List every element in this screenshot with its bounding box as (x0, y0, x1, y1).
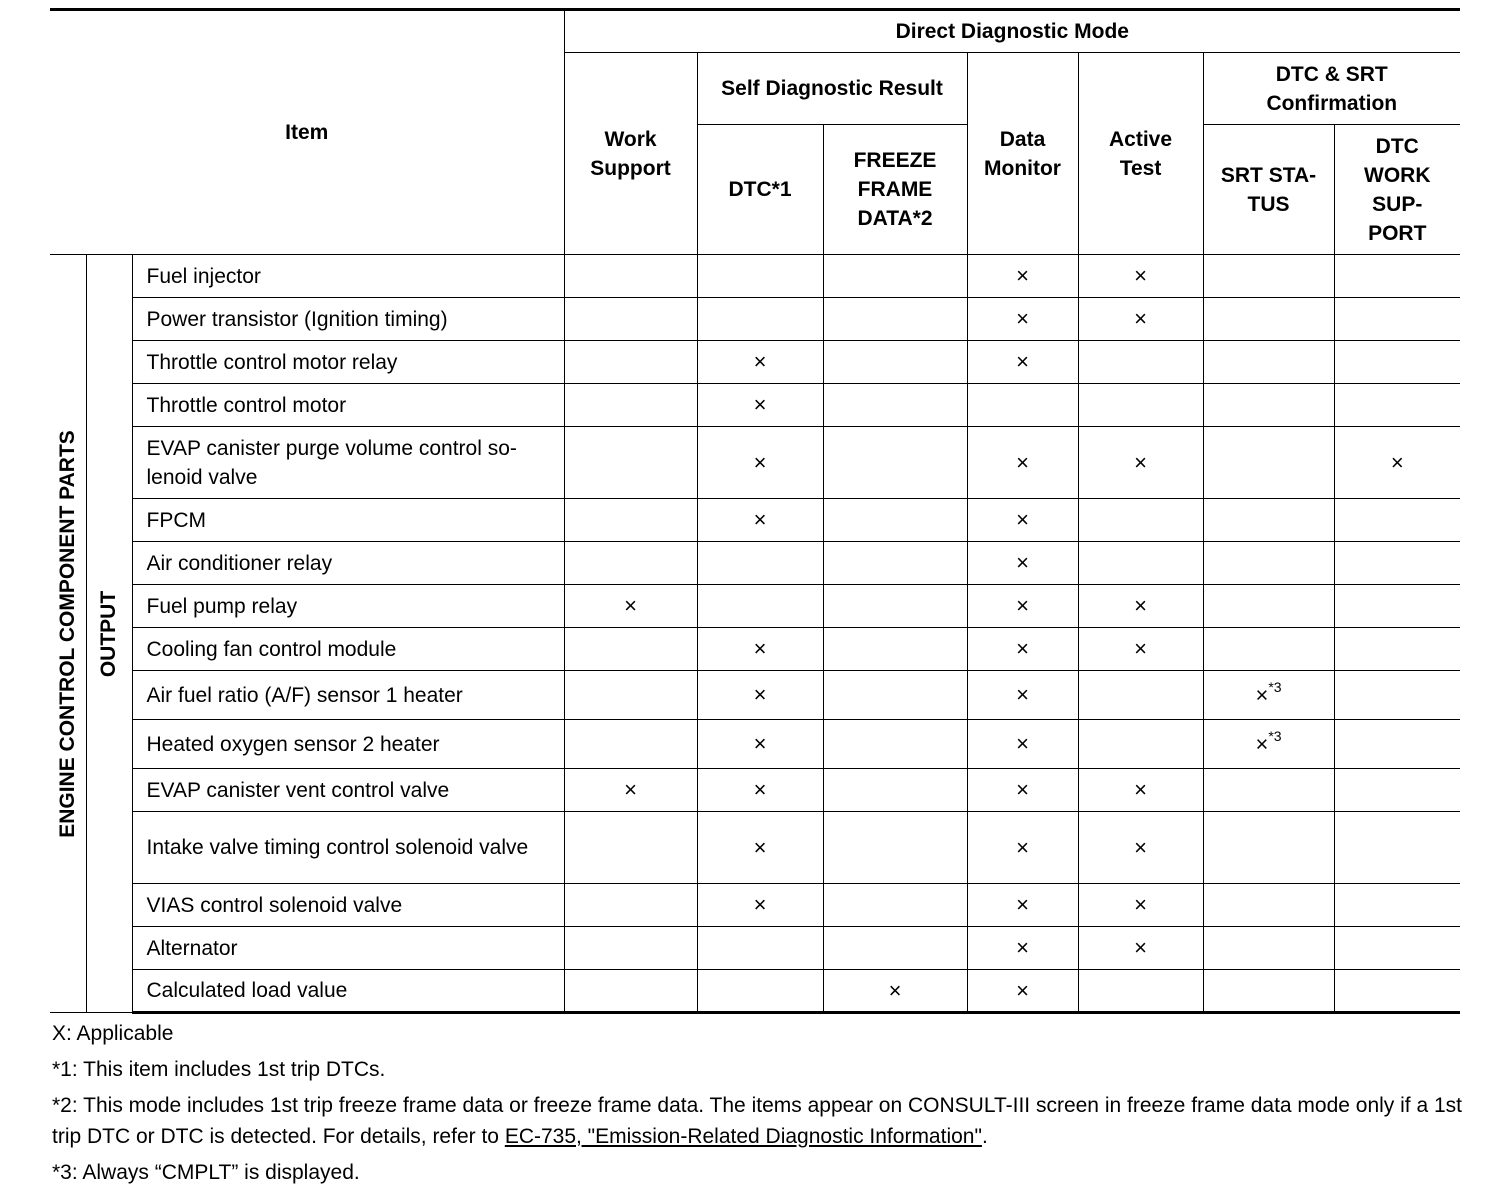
cell-dtc-work-support (1334, 720, 1460, 769)
cell-freeze (823, 384, 967, 427)
cell-dtc: × (697, 628, 823, 671)
cell-data-monitor: × (967, 671, 1078, 720)
cell-active-test: × (1078, 884, 1203, 927)
cell-freeze (823, 927, 967, 970)
cell-dtc (697, 970, 823, 1013)
item-name: VIAS control solenoid valve (132, 884, 564, 927)
cell-dtc: × (697, 884, 823, 927)
cell-active-test: × (1078, 427, 1203, 499)
cell-active-test: × (1078, 628, 1203, 671)
header-row-1 (50, 10, 1460, 53)
cell-srt-status (1203, 628, 1334, 671)
cell-freeze (823, 812, 967, 884)
freeze-frame-header: FREEZE FRAME DATA*2 (823, 125, 967, 255)
cell-dtc: × (697, 812, 823, 884)
cell-dtc: × (697, 499, 823, 542)
cell-freeze: × (823, 970, 967, 1013)
applicable-mark: × (1255, 682, 1269, 708)
cell-freeze (823, 769, 967, 812)
cell-work-support (564, 298, 697, 341)
cell-dtc: × (697, 427, 823, 499)
cell-active-test (1078, 341, 1203, 384)
cell-work-support (564, 671, 697, 720)
cell-data-monitor: × (967, 927, 1078, 970)
item-name: Heated oxygen sensor 2 heater (132, 720, 564, 769)
note-2 (52, 1090, 1462, 1152)
group-label: ENGINE CONTROL COMPONENT PARTS (55, 429, 79, 838)
cell-data-monitor: × (967, 585, 1078, 628)
cell-active-test: × (1078, 585, 1203, 628)
cell-work-support (564, 255, 697, 298)
work-support-header: Work Support (564, 53, 697, 255)
dtc-srt-confirmation-header: DTC & SRT Confirmation (1203, 53, 1460, 125)
cell-data-monitor: × (967, 884, 1078, 927)
table-row (50, 427, 1460, 499)
cell-data-monitor: × (967, 769, 1078, 812)
table-row (50, 927, 1460, 970)
active-test-header: Active Test (1078, 53, 1203, 255)
cell-work-support (564, 970, 697, 1013)
cell-dtc-work-support (1334, 927, 1460, 970)
item-name: Intake valve timing control solenoid valve (132, 812, 564, 884)
cell-dtc (697, 255, 823, 298)
item-name: Power transistor (Ignition timing) (132, 298, 564, 341)
cell-dtc: × (697, 769, 823, 812)
cell-srt-status (1203, 812, 1334, 884)
cell-freeze (823, 884, 967, 927)
note-3: *3: Always “CMPLT” is displayed. (52, 1161, 360, 1184)
item-name: Throttle control motor relay (132, 341, 564, 384)
table-row (50, 812, 1460, 884)
cell-srt-status (1203, 884, 1334, 927)
cell-dtc-work-support (1334, 384, 1460, 427)
subgroup-label: OUTPUT (97, 590, 120, 677)
cell-dtc-work-support (1334, 298, 1460, 341)
cell-freeze (823, 499, 967, 542)
cell-freeze (823, 585, 967, 628)
footnotes (52, 1018, 1462, 1193)
cell-srt-status (1203, 341, 1334, 384)
diagnostic-table-container (50, 8, 1460, 1014)
cell-work-support (564, 884, 697, 927)
cell-dtc-work-support (1334, 255, 1460, 298)
note-1: *1: This item includes 1st trip DTCs. (52, 1058, 386, 1081)
cell-active-test (1078, 499, 1203, 542)
cell-srt-status (1203, 542, 1334, 585)
cell-dtc: × (697, 720, 823, 769)
cell-data-monitor: × (967, 427, 1078, 499)
cell-dtc (697, 298, 823, 341)
cell-work-support (564, 628, 697, 671)
table-row (50, 671, 1460, 720)
group-label-cell (50, 255, 86, 1013)
direct-diagnostic-mode-header: Direct Diagnostic Mode (564, 10, 1460, 53)
item-name: EVAP canister vent control valve (132, 769, 564, 812)
cell-active-test (1078, 542, 1203, 585)
cell-active-test: × (1078, 927, 1203, 970)
cell-dtc-work-support (1334, 769, 1460, 812)
cell-dtc (697, 585, 823, 628)
srt-status-header: SRT STA-TUS (1203, 125, 1334, 255)
item-header: Item (50, 10, 564, 255)
cell-freeze (823, 720, 967, 769)
cell-srt-status (1203, 585, 1334, 628)
cell-data-monitor: × (967, 970, 1078, 1013)
cell-srt-status (1203, 671, 1334, 720)
note-2-end: . (981, 1125, 988, 1148)
cell-work-support (564, 341, 697, 384)
table-row (50, 720, 1460, 769)
dtc-work-support-header: DTC WORK SUP-PORT (1334, 125, 1460, 255)
applicable-mark: × (1255, 731, 1269, 757)
cell-srt-status (1203, 499, 1334, 542)
cell-freeze (823, 298, 967, 341)
cell-work-support: × (564, 769, 697, 812)
cell-dtc-work-support (1334, 884, 1460, 927)
cell-dtc-work-support (1334, 970, 1460, 1013)
cell-work-support (564, 927, 697, 970)
cell-srt-status (1203, 927, 1334, 970)
table-row (50, 542, 1460, 585)
table-body (50, 255, 1460, 1013)
cell-work-support (564, 812, 697, 884)
cell-freeze (823, 671, 967, 720)
cell-work-support: × (564, 585, 697, 628)
emission-diagnostic-link[interactable]: EC-735, "Emission-Related Diagnostic Information" (504, 1125, 982, 1148)
cell-work-support (564, 542, 697, 585)
cell-work-support (564, 720, 697, 769)
item-name: Fuel pump relay (132, 585, 564, 628)
cell-dtc-work-support (1334, 341, 1460, 384)
cell-data-monitor: × (967, 542, 1078, 585)
item-name: Air fuel ratio (A/F) sensor 1 heater (132, 671, 564, 720)
diagnostic-mode-table (50, 8, 1460, 1014)
item-name: Fuel injector (132, 255, 564, 298)
table-row (50, 970, 1460, 1013)
subgroup-label-cell (86, 255, 132, 1013)
table-row (50, 255, 1460, 298)
cell-active-test (1078, 384, 1203, 427)
note-applicable: X: Applicable (52, 1022, 174, 1045)
cell-active-test (1078, 671, 1203, 720)
item-name: Calculated load value (132, 970, 564, 1013)
cell-data-monitor: × (967, 628, 1078, 671)
cell-freeze (823, 255, 967, 298)
cell-data-monitor: × (967, 298, 1078, 341)
cell-dtc-work-support (1334, 671, 1460, 720)
cell-data-monitor (967, 384, 1078, 427)
cell-srt-status (1203, 255, 1334, 298)
cell-data-monitor: × (967, 255, 1078, 298)
cell-active-test: × (1078, 812, 1203, 884)
cell-srt-status (1203, 427, 1334, 499)
cell-data-monitor: × (967, 341, 1078, 384)
cell-dtc-work-support (1334, 585, 1460, 628)
cell-dtc (697, 542, 823, 585)
cell-dtc: × (697, 384, 823, 427)
footnote-ref: *3 (1268, 728, 1282, 745)
item-name: Cooling fan control module (132, 628, 564, 671)
table-row (50, 585, 1460, 628)
note-2-text: *2: This mode includes 1st trip freeze frame data or freeze frame data. The items appear on CONSULT-III screen in freeze frame data mode only if a 1st trip DTC or DTC is detected. For details, refer to (52, 1094, 1463, 1148)
cell-active-test: × (1078, 298, 1203, 341)
cell-freeze (823, 427, 967, 499)
cell-srt-status (1203, 720, 1334, 769)
item-name: Throttle control motor (132, 384, 564, 427)
footnote-ref: *3 (1268, 679, 1282, 696)
cell-work-support (564, 427, 697, 499)
table-row (50, 341, 1460, 384)
item-name: Alternator (132, 927, 564, 970)
cell-work-support (564, 499, 697, 542)
cell-dtc: × (697, 671, 823, 720)
table-row (50, 628, 1460, 671)
cell-srt-status (1203, 769, 1334, 812)
table-row (50, 499, 1460, 542)
cell-data-monitor: × (967, 812, 1078, 884)
data-monitor-header: Data Monitor (967, 53, 1078, 255)
cell-srt-status (1203, 970, 1334, 1013)
cell-dtc-work-support (1334, 542, 1460, 585)
cell-dtc-work-support (1334, 628, 1460, 671)
cell-freeze (823, 628, 967, 671)
cell-data-monitor: × (967, 720, 1078, 769)
cell-data-monitor: × (967, 499, 1078, 542)
cell-dtc-work-support (1334, 812, 1460, 884)
table-row (50, 298, 1460, 341)
cell-active-test: × (1078, 255, 1203, 298)
cell-active-test: × (1078, 769, 1203, 812)
cell-freeze (823, 341, 967, 384)
item-name: Air conditioner relay (132, 542, 564, 585)
item-name: EVAP canister purge volume control so-lenoid valve (132, 427, 564, 499)
cell-active-test (1078, 970, 1203, 1013)
cell-active-test (1078, 720, 1203, 769)
cell-dtc: × (697, 341, 823, 384)
cell-dtc (697, 927, 823, 970)
cell-work-support (564, 384, 697, 427)
cell-srt-status (1203, 298, 1334, 341)
cell-dtc-work-support: × (1334, 427, 1460, 499)
cell-srt-status (1203, 384, 1334, 427)
table-row (50, 769, 1460, 812)
cell-dtc-work-support (1334, 499, 1460, 542)
table-row (50, 884, 1460, 927)
self-diagnostic-result-header: Self Diagnostic Result (697, 53, 967, 125)
item-name: FPCM (132, 499, 564, 542)
cell-freeze (823, 542, 967, 585)
table-row (50, 384, 1460, 427)
dtc-header: DTC*1 (697, 125, 823, 255)
